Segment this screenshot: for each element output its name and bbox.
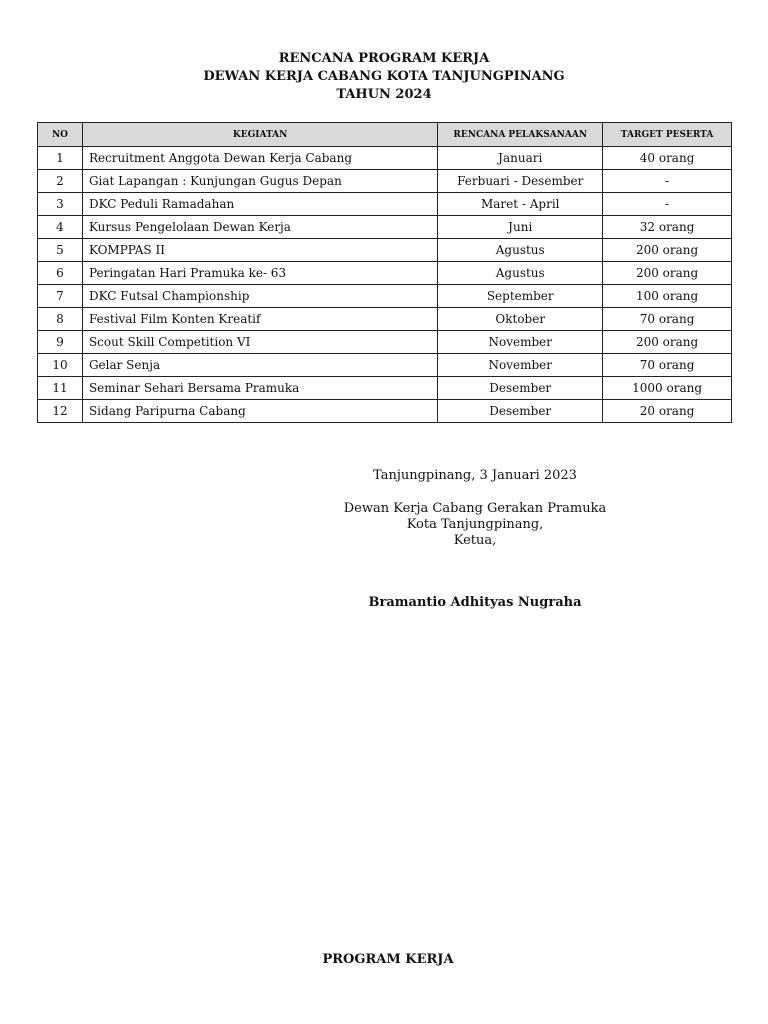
cell-kegiatan: DKC Peduli Ramadahan [82, 193, 437, 216]
cell-target: 32 orang [603, 216, 732, 239]
column-header-kegiatan: KEGIATAN [82, 123, 437, 147]
title-line-1: RENCANA PROGRAM KERJA [278, 51, 490, 66]
cell-no: 11 [38, 377, 83, 400]
cell-rencana: November [438, 331, 603, 354]
signer-name: Bramantio Adhityas Nugraha [368, 595, 582, 610]
cell-target: 200 orang [603, 239, 732, 262]
place-date: Tanjungpinang, 3 Januari 2023 [373, 468, 577, 483]
cell-no: 6 [38, 262, 83, 285]
cell-target: 200 orang [603, 262, 732, 285]
cell-no: 7 [38, 285, 83, 308]
footer-title: PROGRAM KERJA [322, 952, 454, 967]
cell-rencana: Oktober [438, 308, 603, 331]
cell-rencana: Desember [438, 377, 603, 400]
cell-kegiatan: Recruitment Anggota Dewan Kerja Cabang [82, 147, 437, 170]
column-header-rencana: RENCANA PELAKSANAAN [438, 123, 603, 147]
cell-no: 5 [38, 239, 83, 262]
cell-kegiatan: Kursus Pengelolaan Dewan Kerja [82, 216, 437, 239]
table-row [38, 308, 732, 331]
table-row [38, 262, 732, 285]
cell-target: 200 orang [603, 331, 732, 354]
cell-no: 4 [38, 216, 83, 239]
cell-kegiatan: Peringatan Hari Pramuka ke- 63 [82, 262, 437, 285]
table-row [38, 400, 732, 423]
title-line-3: TAHUN 2024 [336, 87, 432, 102]
org-line-2: Kota Tanjungpinang, [406, 517, 544, 532]
cell-target: - [603, 170, 732, 193]
cell-rencana: Ferbuari - Desember [438, 170, 603, 193]
cell-rencana: September [438, 285, 603, 308]
cell-kegiatan: Gelar Senja [82, 354, 437, 377]
cell-target: 100 orang [603, 285, 732, 308]
table-header-row [38, 123, 732, 147]
table-row [38, 377, 732, 400]
cell-no: 1 [38, 147, 83, 170]
cell-no: 12 [38, 400, 83, 423]
title-line-2: DEWAN KERJA CABANG KOTA TANJUNGPINANG [203, 69, 565, 84]
cell-rencana: Juni [438, 216, 603, 239]
table-row [38, 239, 732, 262]
cell-kegiatan: Festival Film Konten Kreatif [82, 308, 437, 331]
cell-kegiatan: Scout Skill Competition VI [82, 331, 437, 354]
table-row [38, 285, 732, 308]
table-row [38, 170, 732, 193]
program-table [37, 122, 732, 423]
signer-position: Ketua, [453, 533, 497, 548]
cell-no: 10 [38, 354, 83, 377]
cell-rencana: Agustus [438, 239, 603, 262]
cell-rencana: Maret - April [438, 193, 603, 216]
table-body [38, 147, 732, 423]
cell-kegiatan: DKC Futsal Championship [82, 285, 437, 308]
cell-no: 3 [38, 193, 83, 216]
table-row [38, 147, 732, 170]
column-header-target: TARGET PESERTA [603, 123, 732, 147]
table-row [38, 354, 732, 377]
cell-kegiatan: KOMPPAS II [82, 239, 437, 262]
cell-kegiatan: Sidang Paripurna Cabang [82, 400, 437, 423]
cell-target: 70 orang [603, 308, 732, 331]
cell-no: 8 [38, 308, 83, 331]
cell-kegiatan: Giat Lapangan : Kunjungan Gugus Depan [82, 170, 437, 193]
column-header-no: NO [38, 123, 83, 147]
cell-target: - [603, 193, 732, 216]
org-line-1: Dewan Kerja Cabang Gerakan Pramuka [343, 501, 607, 516]
cell-target: 20 orang [603, 400, 732, 423]
cell-target: 1000 orang [603, 377, 732, 400]
signature-block [300, 468, 650, 549]
cell-kegiatan: Seminar Sehari Bersama Pramuka [82, 377, 437, 400]
cell-no: 9 [38, 331, 83, 354]
table-row [38, 216, 732, 239]
cell-target: 70 orang [603, 354, 732, 377]
cell-no: 2 [38, 170, 83, 193]
table-row [38, 331, 732, 354]
cell-target: 40 orang [603, 147, 732, 170]
document-title [0, 50, 768, 104]
table-row [38, 193, 732, 216]
cell-rencana: November [438, 354, 603, 377]
cell-rencana: Agustus [438, 262, 603, 285]
cell-rencana: Desember [438, 400, 603, 423]
cell-rencana: Januari [438, 147, 603, 170]
